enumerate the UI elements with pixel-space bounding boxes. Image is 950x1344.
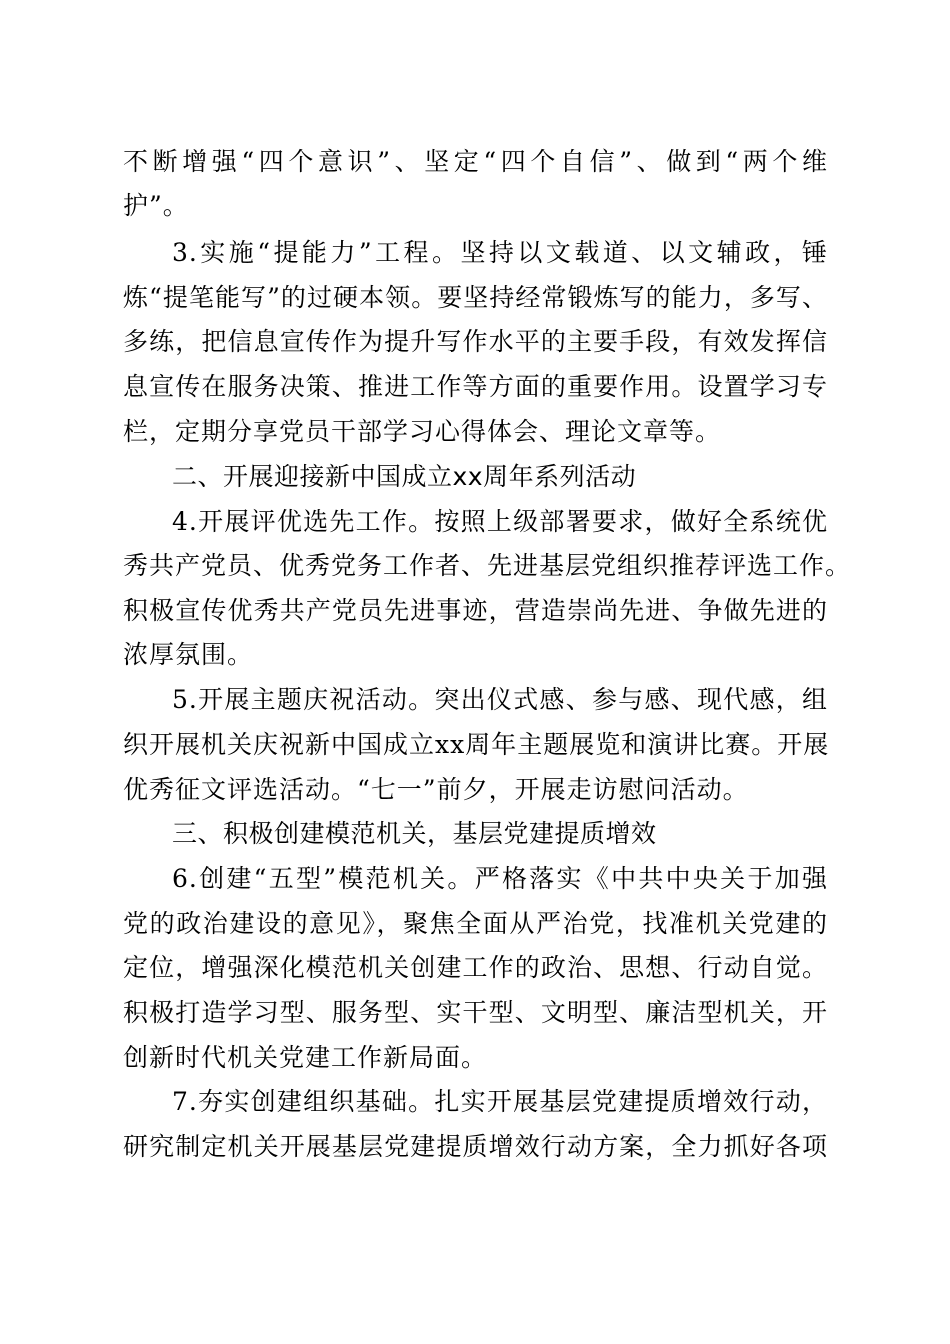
paragraph-line: 3.实施“提能力”工程。坚持以文载道、以文辅政，锤 — [172, 238, 828, 267]
paragraph-line: 息宣传在服务决策、推进工作等方面的重要作用。设置学习专 — [123, 372, 828, 401]
paragraph-line: 积极宣传优秀共产党员先进事迹，营造崇尚先进、争做先进的 — [123, 596, 828, 625]
paragraph-line: 党的政治建设的意见》，聚焦全面从严治党，找准机关党建的 — [123, 909, 828, 938]
section-heading: 三、积极创建模范机关，基层党建提质增效 — [172, 819, 657, 848]
paragraph-line: 秀共产党员、优秀党务工作者、先进基层党组织推荐评选工作。 — [123, 551, 852, 580]
paragraph-line: 优秀征文评选活动。“七一”前夕，开展走访慰问活动。 — [123, 775, 749, 804]
paragraph-line: 浓厚氛围。 — [123, 640, 254, 669]
paragraph-line: 积极打造学习型、服务型、实干型、文明型、廉洁型机关，开 — [123, 998, 828, 1027]
section-heading: 二、开展迎接新中国成立xx周年系列活动 — [172, 462, 637, 491]
paragraph-line: 栏，定期分享党员干部学习心得体会、理论文章等。 — [123, 417, 722, 446]
paragraph-line: 多练，把信息宣传作为提升写作水平的主要手段，有效发挥信 — [123, 327, 828, 356]
paragraph-line: 炼“提笔能写”的过硬本领。要坚持经常锻炼写的能力，多写、 — [123, 283, 828, 312]
paragraph-line: 不断增强“四个意识”、坚定“四个自信”、做到“两个维 — [123, 147, 828, 176]
paragraph-line: 护”。 — [123, 191, 189, 220]
paragraph-line: 创新时代机关党建工作新局面。 — [123, 1043, 488, 1072]
paragraph-line: 4.开展评优选先工作。按照上级部署要求，做好全系统优 — [172, 507, 828, 536]
paragraph-line: 定位，增强深化模范机关创建工作的政治、思想、行动自觉。 — [123, 953, 828, 982]
paragraph-line: 5.开展主题庆祝活动。突出仪式感、参与感、现代感，组 — [172, 685, 828, 714]
paragraph-line: 织开展机关庆祝新中国成立xx周年主题展览和演讲比赛。开展 — [123, 730, 830, 759]
paragraph-line: 6.创建“五型”模范机关。严格落实《中共中央关于加强 — [172, 864, 828, 893]
paragraph-line: 7.夯实创建组织基础。扎实开展基层党建提质增效行动， — [172, 1087, 828, 1116]
paragraph-line: 研究制定机关开展基层党建提质增效行动方案，全力抓好各项 — [123, 1132, 828, 1161]
